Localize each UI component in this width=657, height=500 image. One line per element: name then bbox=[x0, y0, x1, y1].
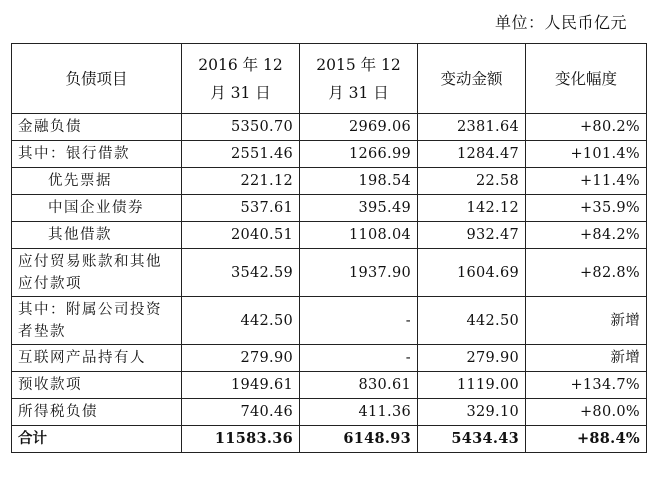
row-2015: 1266.99 bbox=[300, 141, 418, 168]
table-row bbox=[12, 114, 647, 141]
table-row bbox=[12, 222, 647, 249]
row-2016: 740.46 bbox=[182, 399, 300, 426]
row-item: 互联网产品持有人 bbox=[12, 345, 182, 372]
table-row bbox=[12, 168, 647, 195]
row-change: 932.47 bbox=[418, 222, 526, 249]
row-2016: 11583.36 bbox=[182, 426, 300, 453]
table-row bbox=[12, 249, 647, 297]
row-change: 1284.47 bbox=[418, 141, 526, 168]
table-row bbox=[12, 345, 647, 372]
row-2015: 830.61 bbox=[300, 372, 418, 399]
row-item: 合计 bbox=[12, 426, 182, 453]
row-item: 中国企业债券 bbox=[12, 195, 182, 222]
row-pct: +11.4% bbox=[526, 168, 647, 195]
row-item: 其他借款 bbox=[12, 222, 182, 249]
row-change: 142.12 bbox=[418, 195, 526, 222]
header-item: 负债项目 bbox=[12, 44, 182, 114]
row-item: 所得税负债 bbox=[12, 399, 182, 426]
row-item: 优先票据 bbox=[12, 168, 182, 195]
row-pct: +82.8% bbox=[526, 249, 647, 297]
row-2016: 221.12 bbox=[182, 168, 300, 195]
table-row bbox=[12, 195, 647, 222]
row-item: 其中：银行借款 bbox=[12, 141, 182, 168]
table-header-row bbox=[12, 44, 647, 114]
row-2015: 1108.04 bbox=[300, 222, 418, 249]
row-pct: +88.4% bbox=[526, 426, 647, 453]
row-pct: +101.4% bbox=[526, 141, 647, 168]
header-pct: 变化幅度 bbox=[526, 44, 647, 114]
table-row bbox=[12, 372, 647, 399]
row-pct: +35.9% bbox=[526, 195, 647, 222]
row-2016: 2551.46 bbox=[182, 141, 300, 168]
row-item: 预收款项 bbox=[12, 372, 182, 399]
row-2016: 1949.61 bbox=[182, 372, 300, 399]
row-pct: 新增 bbox=[526, 297, 647, 345]
table-row bbox=[12, 297, 647, 345]
row-pct: +80.2% bbox=[526, 114, 647, 141]
row-change: 5434.43 bbox=[418, 426, 526, 453]
row-item: 其中：附属公司投资者垫款 bbox=[12, 297, 182, 345]
row-2015: 6148.93 bbox=[300, 426, 418, 453]
row-change: 279.90 bbox=[418, 345, 526, 372]
unit-label: 单位：人民币亿元 bbox=[494, 13, 627, 32]
row-change: 329.10 bbox=[418, 399, 526, 426]
row-change: 442.50 bbox=[418, 297, 526, 345]
row-2015: - bbox=[300, 297, 418, 345]
row-change: 1119.00 bbox=[418, 372, 526, 399]
row-pct: 新增 bbox=[526, 345, 647, 372]
row-2016: 3542.59 bbox=[182, 249, 300, 297]
row-change: 22.58 bbox=[418, 168, 526, 195]
row-2015: 395.49 bbox=[300, 195, 418, 222]
total-row bbox=[12, 426, 647, 453]
table-row bbox=[12, 399, 647, 426]
row-2016: 537.61 bbox=[182, 195, 300, 222]
header-change: 变动金额 bbox=[418, 44, 526, 114]
header-2016: 2016 年 12 月 31 日 bbox=[182, 44, 300, 114]
table-row bbox=[12, 141, 647, 168]
row-change: 2381.64 bbox=[418, 114, 526, 141]
row-2015: 2969.06 bbox=[300, 114, 418, 141]
row-pct: +84.2% bbox=[526, 222, 647, 249]
header-2015: 2015 年 12 月 31 日 bbox=[300, 44, 418, 114]
row-2015: 198.54 bbox=[300, 168, 418, 195]
row-2015: 1937.90 bbox=[300, 249, 418, 297]
row-2015: - bbox=[300, 345, 418, 372]
row-2015: 411.36 bbox=[300, 399, 418, 426]
row-2016: 442.50 bbox=[182, 297, 300, 345]
row-2016: 2040.51 bbox=[182, 222, 300, 249]
row-2016: 279.90 bbox=[182, 345, 300, 372]
row-pct: +134.7% bbox=[526, 372, 647, 399]
row-2016: 5350.70 bbox=[182, 114, 300, 141]
liabilities-table bbox=[11, 43, 647, 453]
row-pct: +80.0% bbox=[526, 399, 647, 426]
row-item: 金融负债 bbox=[12, 114, 182, 141]
row-change: 1604.69 bbox=[418, 249, 526, 297]
row-item: 应付贸易账款和其他应付款项 bbox=[12, 249, 182, 297]
